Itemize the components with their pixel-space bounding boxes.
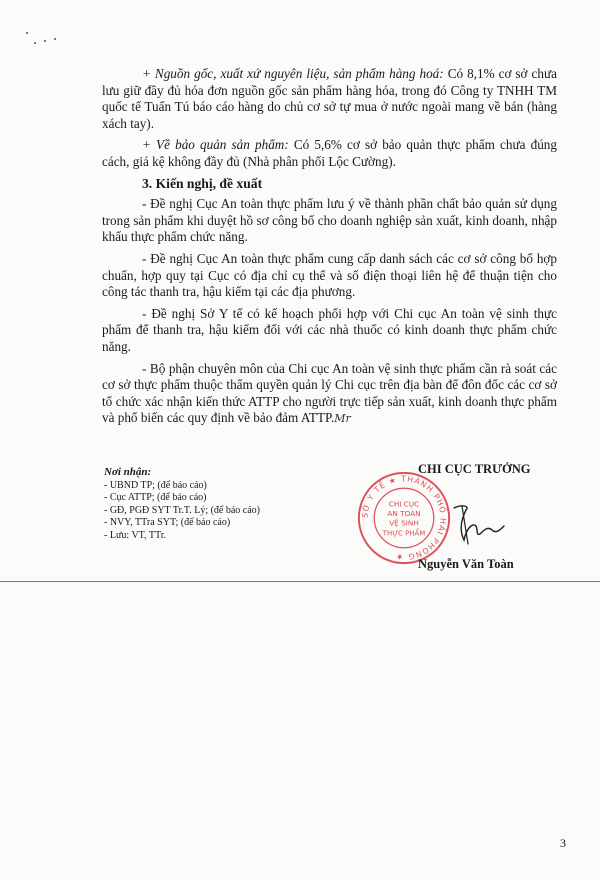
paragraph-origin: [102, 66, 557, 132]
stamp-center-line: THỰC PHẨM: [382, 529, 426, 538]
handwritten-initials: Mr: [334, 412, 351, 426]
recipients-block: [104, 466, 324, 543]
signer-title: CHI CỤC TRƯỞNG: [418, 462, 531, 476]
recommendation-2: - Đề nghị Cục An toàn thực phẩm cung cấp danh sách các cơ sở công bố hợp chuẩn, hợp quy tại Cục có địa chỉ cụ thể và số điện thoại liên hệ để thuận tiện cho công tác thanh tra, hậu kiểm tại các địa phương.: [102, 250, 557, 300]
paragraph-lead: + Nguồn gốc, xuất xứ nguyên liệu, sản phẩm hàng hoá:: [142, 66, 444, 81]
page-number: 3: [560, 836, 566, 850]
paragraph-text: Có 5,6% cơ sở bảo quản thực phẩm chưa đúng cách, giá kệ không đầy đủ (Nhà phân phối Lộc Cường).: [102, 137, 557, 169]
recipient-item: - GĐ, PGĐ SYT Tr.T. Lý; (để báo cáo): [104, 504, 261, 516]
recommendation-4: [102, 361, 557, 428]
paragraph-lead: + Về bảo quản sản phẩm:: [142, 137, 289, 153]
report-body: [102, 66, 557, 433]
stamp-ring-text: SỞ Y TẾ ★ THÀNH PHỐ HẢI PHÒNG ★: [360, 474, 448, 562]
official-stamp: [356, 470, 452, 566]
signer-name: Nguyễn Văn Toàn: [418, 557, 514, 571]
paragraph-storage: [102, 137, 557, 170]
recommendation-3: - Đề nghị Sở Y tế có kế hoạch phối hợp với Chi cục An toàn vệ sinh thực phẩm để thanh tra, hậu kiểm đối với các nhà thuốc có kinh doanh thực phẩm chức năng.: [102, 305, 557, 354]
paragraph-text: Có 8,1% cơ sở chưa lưu giữ đầy đủ hóa đơn nguồn gốc sản phẩm hàng hóa, trong đó Công ty TNHH TM quốc tế Tuấn Tú báo cáo hàng do chủ cơ sở tự mua ở nước ngoài mang về bán (hàng xách tay).: [102, 66, 558, 131]
recipients-title: Nơi nhận:: [104, 466, 152, 478]
page-divider: [0, 581, 600, 582]
recipient-item: - UBND TP; (để báo cáo): [104, 479, 207, 491]
section-heading: 3. Kiến nghị, đề xuất: [142, 175, 263, 191]
recommendation-4-text: - Bộ phận chuyên môn của Chi cục An toàn vệ sinh thực phẩm cần rà soát các cơ sở thực phẩm thuộc thẩm quyền quản lý Chi cục trên địa bàn để đôn đốc các cơ sở tổ chức xác nhận kiến thức ATTP cho người trực tiếp sản xuất, kinh doanh thực phẩm và phổ biến các quy định về bảo đảm ATTP.: [102, 360, 557, 426]
recipient-item: - NVY, TTra SYT; (để báo cáo): [104, 517, 231, 529]
recipient-item: - Lưu: VT, TTr.: [104, 529, 167, 541]
stamp-center-line: AN TOÀN: [387, 509, 421, 519]
recipient-item: - Cục ATTP; (để báo cáo): [104, 492, 207, 504]
scan-specks: [24, 30, 64, 50]
stamp-center-line: VỆ SINH: [389, 518, 419, 528]
handwritten-signature: [448, 500, 508, 546]
stamp-center-line: CHI CỤC: [388, 499, 420, 509]
recommendation-1: - Đề nghị Cục An toàn thực phẩm lưu ý về thành phần chất bảo quản sử dụng trong sản phẩm khi duyệt hồ sơ công bố cho doanh nghiệp sản xuất, kinh doanh, nhập khẩu thực phẩm chức năng.: [102, 196, 557, 245]
